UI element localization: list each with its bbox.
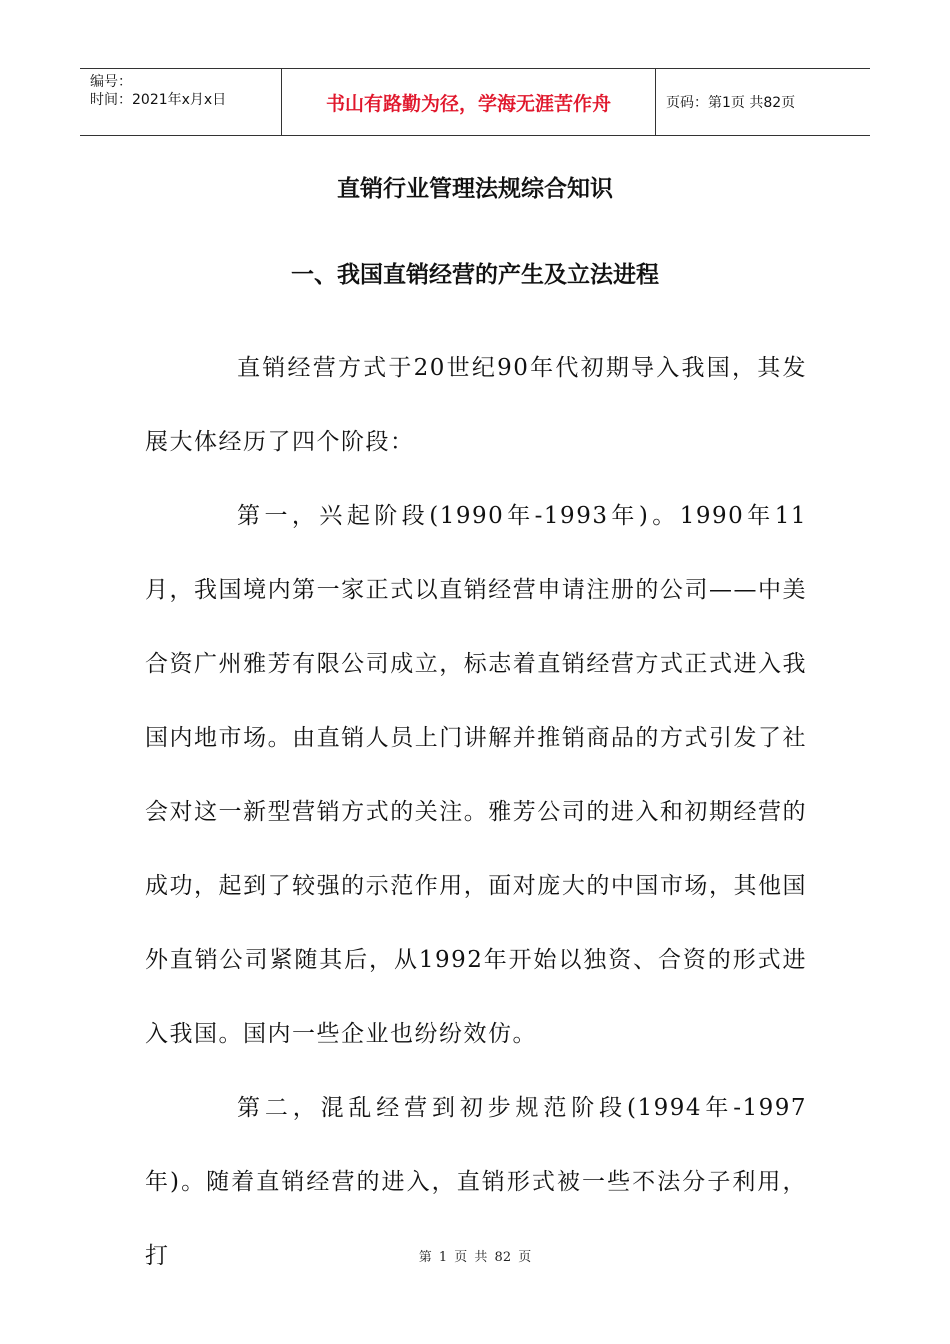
date-label: 时间：2021年x月x日 (90, 92, 227, 108)
document-header (80, 68, 870, 136)
document-body (145, 331, 807, 1293)
page-footer: 第 1 页 共 82 页 (418, 1250, 532, 1265)
number-label: 编号： (90, 74, 132, 90)
document-title: 直销行业管理法规综合知识 (337, 176, 613, 202)
paragraph: 第一，兴起阶段(1990年-1993年)。1990年11月，我国境内第一家正式以直销经营申请注册的公司——中美合资广州雅芳有限公司成立，标志着直销经营方式正式进入我国内地市场。由直销人员上门讲解并推销商品的方式引发了社会对这一新型营销方式的关注。雅芳公司的进入和初期经营的成功，起到了较强的示范作用，面对庞大的中国市场，其他国外直销公司紧随其后，从1992年开始以独资、合资的形式进入我国。国内一些企业也纷纷效仿。 (145, 503, 807, 1047)
paragraph: 第二，混乱经营到初步规范阶段(1994年-1997年)。随着直销经营的进入，直销形式被一些不法分子利用，打 (145, 1095, 807, 1269)
section-title: 一、我国直销经营的产生及立法进程 (291, 262, 659, 288)
header-motto: 书山有路勤为径，学海无涯苦作舟 (282, 69, 656, 135)
header-meta (80, 69, 282, 135)
header-page-info: 页码：第1页 共82页 (666, 95, 796, 111)
paragraph: 直销经营方式于20世纪90年代初期导入我国，其发展大体经历了四个阶段： (145, 355, 807, 455)
